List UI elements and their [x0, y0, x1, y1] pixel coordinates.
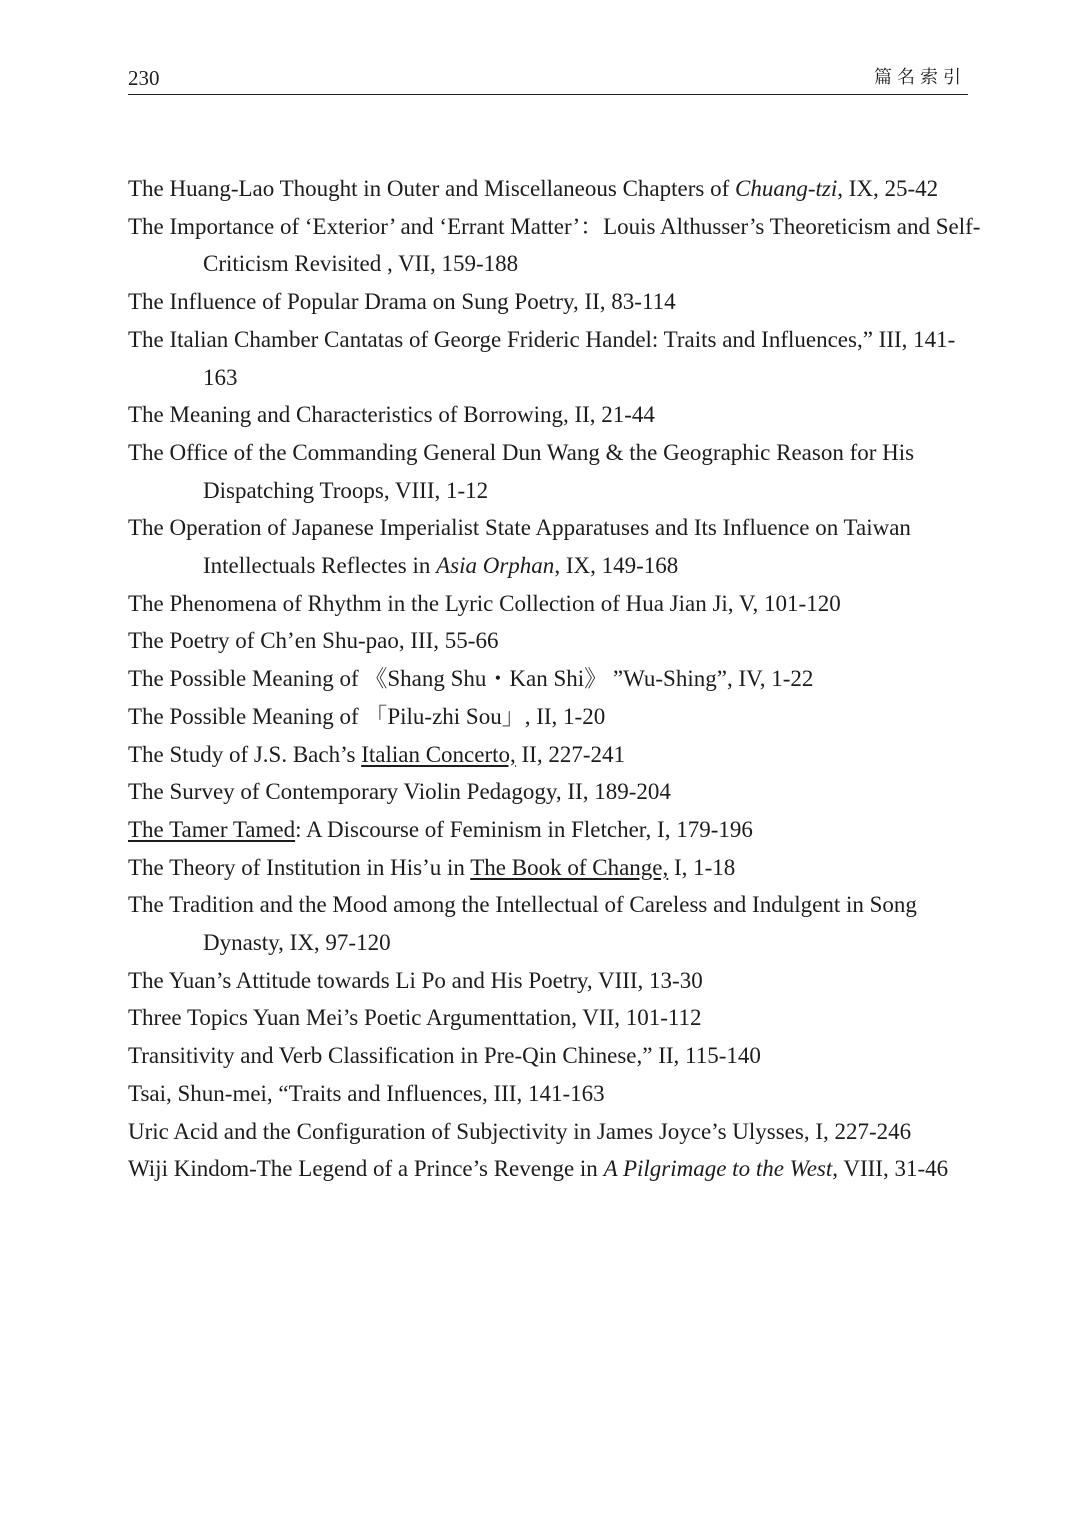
page-header [128, 62, 968, 95]
index-entry: The Phenomena of Rhythm in the Lyric Collection of Hua Jian Ji, V, 101-120 [128, 590, 841, 616]
index-entry: The Operation of Japanese Imperialist State Apparatuses and Its Influence on Taiwan Intellectuals Reflectes in Asia Orphan, IX, 149-168 [128, 515, 911, 579]
index-entry: The Possible Meaning of 《Shang Shu・Kan Shi》 ”Wu-Shing”, IV, 1-22 [128, 666, 814, 692]
index-entry: The Italian Chamber Cantatas of George Frideric Handel: Traits and Influences,” III, 141-163 [128, 326, 956, 390]
index-entry: The Possible Meaning of 「Pilu-zhi Sou」, II, 1-20 [128, 703, 606, 729]
index-entry: The Yuan’s Attitude towards Li Po and His Poetry, VIII, 13-30 [128, 967, 703, 993]
title-index-list [128, 170, 988, 1188]
index-entry: The Tamer Tamed: A Discourse of Feminism in Fletcher, I, 179-196 [128, 816, 753, 842]
index-entry: The Study of J.S. Bach’s Italian Concerto, II, 227-241 [128, 741, 625, 767]
page-number: 230 [128, 66, 160, 90]
index-entry: Uric Acid and the Configuration of Subjectivity in James Joyce’s Ulysses, I, 227-246 [128, 1118, 912, 1144]
index-entry: Transitivity and Verb Classification in Pre-Qin Chinese,” II, 115-140 [128, 1043, 761, 1069]
index-entry: Three Topics Yuan Mei’s Poetic Argumenttation, VII, 101-112 [128, 1005, 702, 1031]
index-entry: The Tradition and the Mood among the Intellectual of Careless and Indulgent in Song Dynasty, IX, 97-120 [128, 892, 917, 956]
index-entry: Wiji Kindom-The Legend of a Prince’s Revenge in A Pilgrimage to the West, VIII, 31-46 [128, 1156, 949, 1182]
section-title: 篇名索引 [874, 67, 966, 88]
index-entry: The Office of the Commanding General Dun Wang & the Geographic Reason for His Dispatching Troops, VIII, 1-12 [128, 439, 915, 503]
index-entry: Tsai, Shun-mei, “Traits and Influences, III, 141-163 [128, 1080, 605, 1106]
index-entry: The Poetry of Ch’en Shu-pao, III, 55-66 [128, 628, 499, 654]
index-entry: The Huang-Lao Thought in Outer and Miscellaneous Chapters of Chuang-tzi, IX, 25-42 [128, 176, 939, 201]
index-entry: The Survey of Contemporary Violin Pedagogy, II, 189-204 [128, 779, 671, 805]
index-entry: The Importance of ‘Exterior’ and ‘Errant Matter’：Louis Althusser’s Theoreticism and Self-Criticism Revisited , VII, 159-188 [128, 213, 981, 277]
index-entry: The Influence of Popular Drama on Sung Poetry, II, 83-114 [128, 289, 676, 315]
index-entry: The Meaning and Characteristics of Borrowing, II, 21-44 [128, 402, 655, 428]
index-entry: The Theory of Institution in His’u in The Book of Change, I, 1-18 [128, 854, 736, 880]
